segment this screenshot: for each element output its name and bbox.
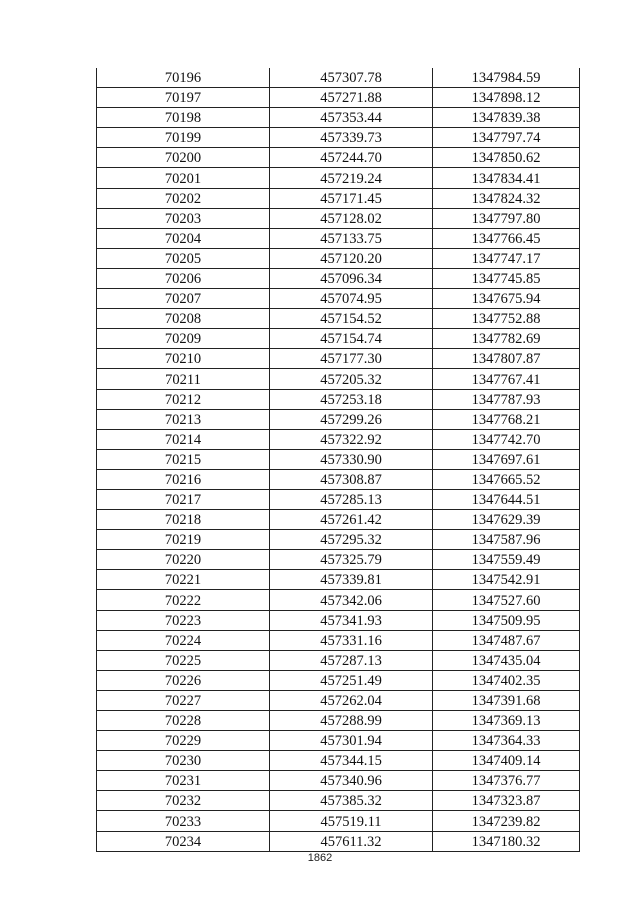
point-id-cell: 70233 [97, 811, 270, 831]
x-coordinate-cell: 457262.04 [270, 690, 433, 710]
table-row [97, 731, 580, 751]
point-id-cell: 70229 [97, 731, 270, 751]
x-coordinate-cell: 457331.16 [270, 630, 433, 650]
table-row [97, 469, 580, 489]
y-coordinate-cell: 1347364.33 [433, 731, 580, 751]
x-coordinate-cell: 457096.34 [270, 268, 433, 288]
x-coordinate-cell: 457385.32 [270, 791, 433, 811]
x-coordinate-cell: 457611.32 [270, 831, 433, 851]
table-row [97, 711, 580, 731]
x-coordinate-cell: 457299.26 [270, 409, 433, 429]
x-coordinate-cell: 457353.44 [270, 108, 433, 128]
table-row [97, 510, 580, 530]
table-row [97, 248, 580, 268]
table-row [97, 228, 580, 248]
point-id-cell: 70202 [97, 188, 270, 208]
y-coordinate-cell: 1347824.32 [433, 188, 580, 208]
x-coordinate-cell: 457253.18 [270, 389, 433, 409]
y-coordinate-cell: 1347559.49 [433, 550, 580, 570]
y-coordinate-cell: 1347323.87 [433, 791, 580, 811]
table-row [97, 429, 580, 449]
x-coordinate-cell: 457325.79 [270, 550, 433, 570]
point-id-cell: 70212 [97, 389, 270, 409]
y-coordinate-cell: 1347984.59 [433, 68, 580, 88]
y-coordinate-cell: 1347745.85 [433, 268, 580, 288]
table-row [97, 530, 580, 550]
table-row [97, 108, 580, 128]
x-coordinate-cell: 457307.78 [270, 68, 433, 88]
x-coordinate-cell: 457120.20 [270, 248, 433, 268]
y-coordinate-cell: 1347898.12 [433, 88, 580, 108]
y-coordinate-cell: 1347807.87 [433, 349, 580, 369]
y-coordinate-cell: 1347644.51 [433, 489, 580, 509]
y-coordinate-cell: 1347180.32 [433, 831, 580, 851]
x-coordinate-cell: 457244.70 [270, 148, 433, 168]
y-coordinate-cell: 1347850.62 [433, 148, 580, 168]
table-row [97, 208, 580, 228]
table-row [97, 489, 580, 509]
y-coordinate-cell: 1347834.41 [433, 168, 580, 188]
point-id-cell: 70196 [97, 68, 270, 88]
y-coordinate-cell: 1347665.52 [433, 469, 580, 489]
point-id-cell: 70198 [97, 108, 270, 128]
x-coordinate-cell: 457322.92 [270, 429, 433, 449]
y-coordinate-cell: 1347369.13 [433, 711, 580, 731]
x-coordinate-cell: 457271.88 [270, 88, 433, 108]
point-id-cell: 70200 [97, 148, 270, 168]
table-row [97, 690, 580, 710]
table-row [97, 349, 580, 369]
x-coordinate-cell: 457287.13 [270, 650, 433, 670]
point-id-cell: 70206 [97, 268, 270, 288]
table-row [97, 148, 580, 168]
x-coordinate-cell: 457341.93 [270, 610, 433, 630]
table-row [97, 610, 580, 630]
y-coordinate-cell: 1347768.21 [433, 409, 580, 429]
table-row [97, 409, 580, 429]
point-id-cell: 70221 [97, 570, 270, 590]
point-id-cell: 70207 [97, 289, 270, 309]
point-id-cell: 70218 [97, 510, 270, 530]
y-coordinate-cell: 1347782.69 [433, 329, 580, 349]
table-row [97, 88, 580, 108]
point-id-cell: 70219 [97, 530, 270, 550]
table-row [97, 329, 580, 349]
x-coordinate-cell: 457330.90 [270, 449, 433, 469]
y-coordinate-cell: 1347391.68 [433, 690, 580, 710]
point-id-cell: 70227 [97, 690, 270, 710]
x-coordinate-cell: 457177.30 [270, 349, 433, 369]
point-id-cell: 70234 [97, 831, 270, 851]
y-coordinate-cell: 1347747.17 [433, 248, 580, 268]
point-id-cell: 70226 [97, 670, 270, 690]
table-row [97, 268, 580, 288]
x-coordinate-cell: 457288.99 [270, 711, 433, 731]
y-coordinate-cell: 1347767.41 [433, 369, 580, 389]
coordinates-table-body [97, 68, 580, 851]
table-row [97, 550, 580, 570]
x-coordinate-cell: 457251.49 [270, 670, 433, 690]
x-coordinate-cell: 457308.87 [270, 469, 433, 489]
point-id-cell: 70232 [97, 791, 270, 811]
table-row [97, 309, 580, 329]
table-row [97, 650, 580, 670]
x-coordinate-cell: 457133.75 [270, 228, 433, 248]
point-id-cell: 70214 [97, 429, 270, 449]
x-coordinate-cell: 457519.11 [270, 811, 433, 831]
point-id-cell: 70220 [97, 550, 270, 570]
y-coordinate-cell: 1347409.14 [433, 751, 580, 771]
point-id-cell: 70203 [97, 208, 270, 228]
y-coordinate-cell: 1347402.35 [433, 670, 580, 690]
y-coordinate-cell: 1347787.93 [433, 389, 580, 409]
y-coordinate-cell: 1347839.38 [433, 108, 580, 128]
x-coordinate-cell: 457154.52 [270, 309, 433, 329]
table-row [97, 590, 580, 610]
y-coordinate-cell: 1347542.91 [433, 570, 580, 590]
table-row [97, 289, 580, 309]
x-coordinate-cell: 457261.42 [270, 510, 433, 530]
x-coordinate-cell: 457344.15 [270, 751, 433, 771]
point-id-cell: 70213 [97, 409, 270, 429]
point-id-cell: 70217 [97, 489, 270, 509]
y-coordinate-cell: 1347742.70 [433, 429, 580, 449]
point-id-cell: 70215 [97, 449, 270, 469]
x-coordinate-cell: 457295.32 [270, 530, 433, 550]
table-row [97, 389, 580, 409]
table-row [97, 771, 580, 791]
point-id-cell: 70209 [97, 329, 270, 349]
table-row [97, 188, 580, 208]
y-coordinate-cell: 1347675.94 [433, 289, 580, 309]
y-coordinate-cell: 1347239.82 [433, 811, 580, 831]
table-row [97, 449, 580, 469]
table-row [97, 68, 580, 88]
table-row [97, 168, 580, 188]
point-id-cell: 70201 [97, 168, 270, 188]
y-coordinate-cell: 1347752.88 [433, 309, 580, 329]
table-row [97, 811, 580, 831]
y-coordinate-cell: 1347797.80 [433, 208, 580, 228]
x-coordinate-cell: 457205.32 [270, 369, 433, 389]
point-id-cell: 70225 [97, 650, 270, 670]
x-coordinate-cell: 457301.94 [270, 731, 433, 751]
x-coordinate-cell: 457339.73 [270, 128, 433, 148]
x-coordinate-cell: 457074.95 [270, 289, 433, 309]
table-row [97, 369, 580, 389]
y-coordinate-cell: 1347697.61 [433, 449, 580, 469]
point-id-cell: 70230 [97, 751, 270, 771]
y-coordinate-cell: 1347587.96 [433, 530, 580, 550]
table-row [97, 751, 580, 771]
x-coordinate-cell: 457171.45 [270, 188, 433, 208]
x-coordinate-cell: 457285.13 [270, 489, 433, 509]
y-coordinate-cell: 1347487.67 [433, 630, 580, 650]
point-id-cell: 70231 [97, 771, 270, 791]
point-id-cell: 70216 [97, 469, 270, 489]
point-id-cell: 70204 [97, 228, 270, 248]
point-id-cell: 70199 [97, 128, 270, 148]
y-coordinate-cell: 1347629.39 [433, 510, 580, 530]
x-coordinate-cell: 457219.24 [270, 168, 433, 188]
y-coordinate-cell: 1347435.04 [433, 650, 580, 670]
point-id-cell: 70210 [97, 349, 270, 369]
coordinates-table [96, 68, 580, 852]
table-row [97, 570, 580, 590]
point-id-cell: 70205 [97, 248, 270, 268]
page-number: 1862 [307, 852, 333, 864]
x-coordinate-cell: 457340.96 [270, 771, 433, 791]
y-coordinate-cell: 1347509.95 [433, 610, 580, 630]
x-coordinate-cell: 457339.81 [270, 570, 433, 590]
point-id-cell: 70224 [97, 630, 270, 650]
y-coordinate-cell: 1347527.60 [433, 590, 580, 610]
point-id-cell: 70222 [97, 590, 270, 610]
table-row [97, 791, 580, 811]
table-row [97, 630, 580, 650]
table-row [97, 670, 580, 690]
y-coordinate-cell: 1347766.45 [433, 228, 580, 248]
x-coordinate-cell: 457154.74 [270, 329, 433, 349]
point-id-cell: 70211 [97, 369, 270, 389]
y-coordinate-cell: 1347797.74 [433, 128, 580, 148]
point-id-cell: 70223 [97, 610, 270, 630]
point-id-cell: 70208 [97, 309, 270, 329]
point-id-cell: 70197 [97, 88, 270, 108]
table-row [97, 831, 580, 851]
x-coordinate-cell: 457342.06 [270, 590, 433, 610]
x-coordinate-cell: 457128.02 [270, 208, 433, 228]
point-id-cell: 70228 [97, 711, 270, 731]
table-row [97, 128, 580, 148]
y-coordinate-cell: 1347376.77 [433, 771, 580, 791]
